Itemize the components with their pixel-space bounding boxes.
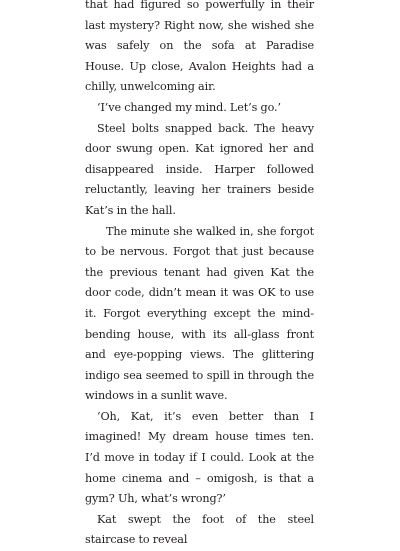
paragraph-4: The minute she walked in, she forgot to be nervous. Forgot that just because the previous tenant had given Kat the door code, didn’t mean it was OK to use it. Forgot everything except the mind-bending house, with its all-glass front and eye-popping views. The glittering indigo sea seemed to spill in through the windows in a sunlit wave. xyxy=(85,224,314,403)
paragraph-5: ‘Oh, Kat, it’s even better than I imagined! My dream house times ten. I’d move in today if I could. Look at the home cinema and – omigosh, is that a gym? Uh, what’s wrong?’ xyxy=(85,409,314,506)
paragraph-1: that had figured so powerfully in their last mystery? Right now, she wished she was safely on the sofa at Paradise House. Up close, Avalon Heights had a chilly, unwelcoming air. xyxy=(85,0,314,94)
paragraph-2: ‘I’ve changed my mind. Let’s go.’ xyxy=(97,100,281,114)
paragraph-6: Kat swept the foot of the steel staircase to reveal xyxy=(85,512,314,547)
page-body-text xyxy=(85,0,314,547)
paragraph-3: Steel bolts snapped back. The heavy door swung open. Kat ignored her and disappeared inside. Harper followed reluctantly, leaving her trainers beside Kat’s in the hall. xyxy=(85,121,314,217)
